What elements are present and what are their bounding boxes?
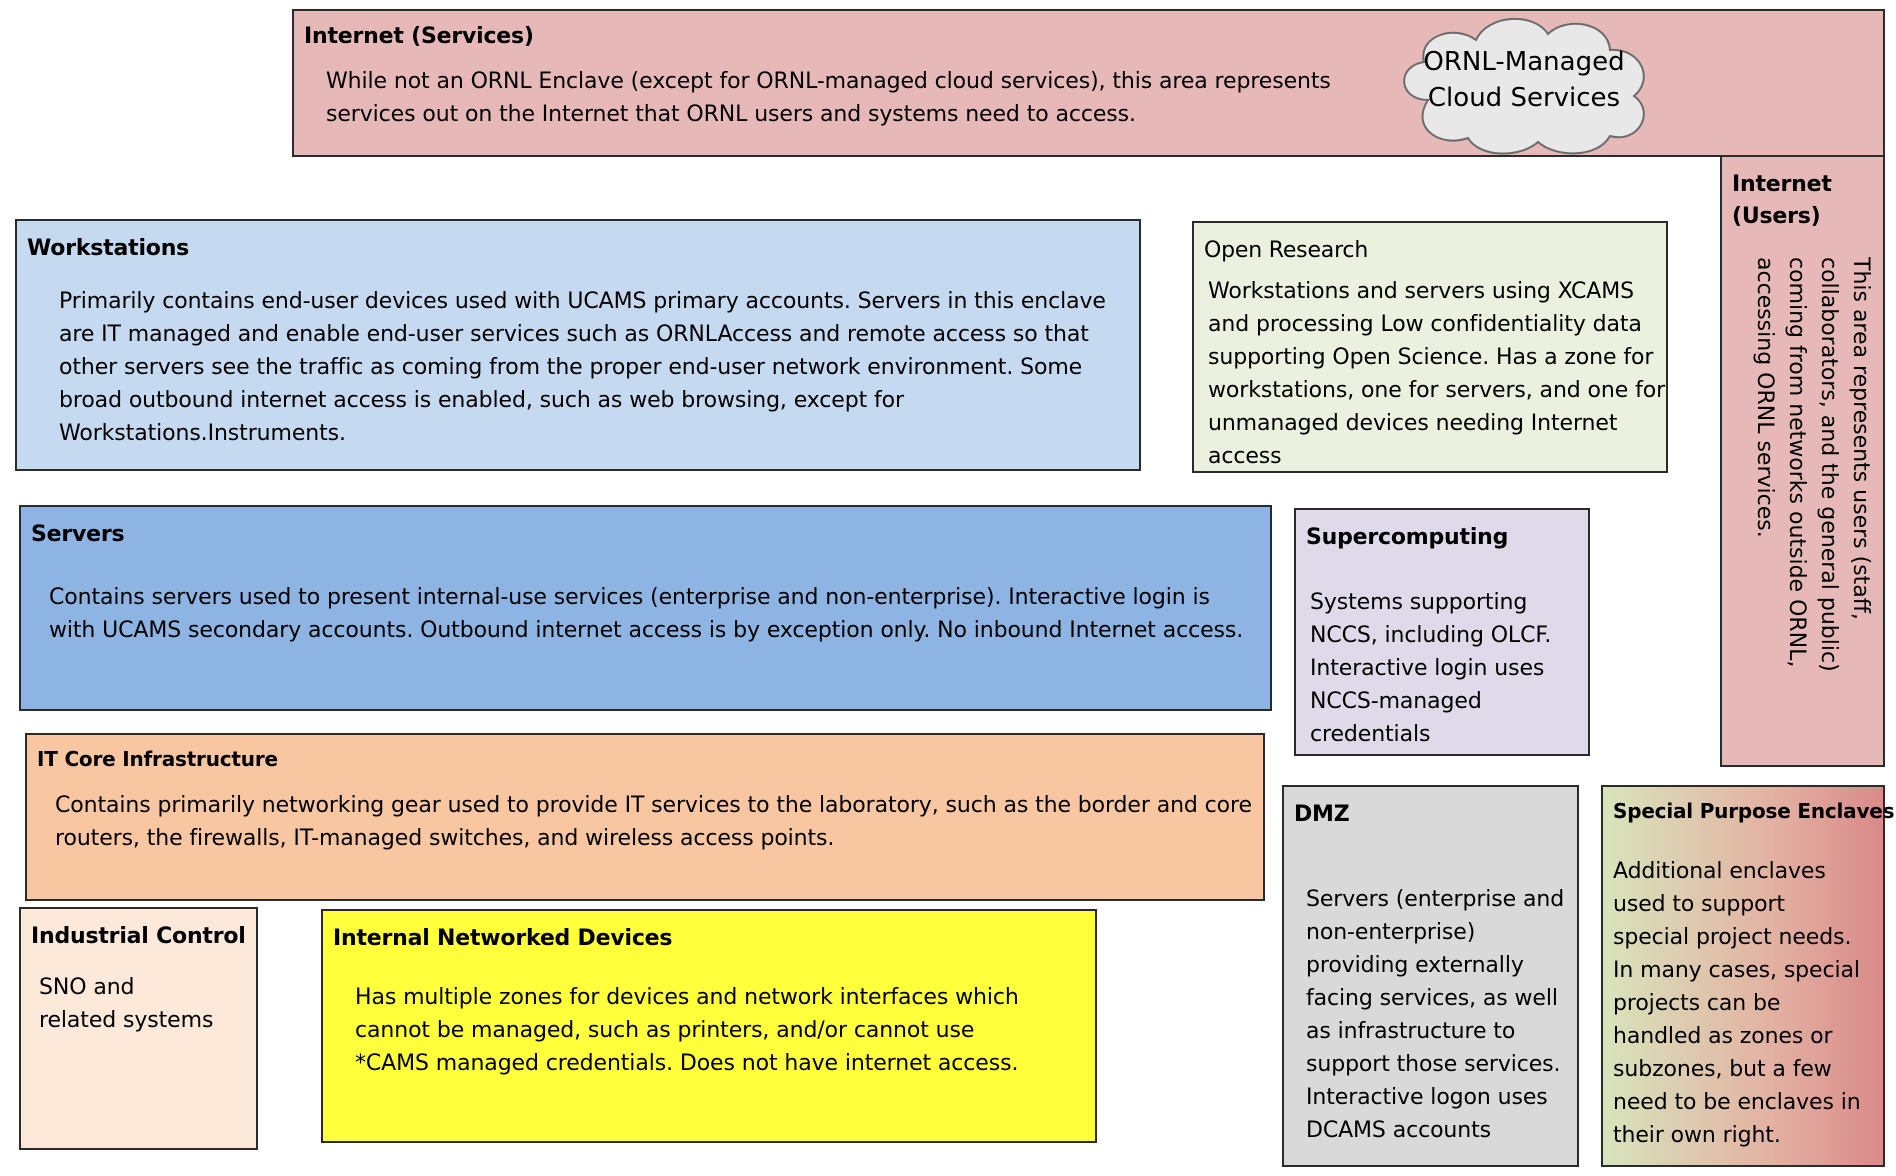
servers-description: Contains servers used to present internal-use services (enterprise and non-enterprise). Interactive login is with UCAMS secondary accounts. Outbound internet access is by exception only. No inbound Internet access. [49, 585, 1244, 643]
it-core-title: IT Core Infrastructure [37, 747, 278, 771]
dmz-title: DMZ [1294, 802, 1350, 827]
internal-networked-devices-enclave [321, 909, 1097, 1143]
workstations-enclave [15, 219, 1141, 471]
supercomputing-description: Systems supporting NCCS, including OLCF. Interactive login uses NCCS-managed credentials [1310, 590, 1552, 747]
servers-enclave [19, 505, 1272, 711]
dmz-enclave [1282, 785, 1579, 1167]
supercomputing-title: Supercomputing [1306, 525, 1509, 550]
industrial-control-title: Industrial Control [31, 924, 246, 949]
open-research-title: Open Research [1204, 238, 1369, 263]
internet-services-description: While not an ORNL Enclave (except for ORNL-managed cloud services), this area represents services out on the Internet that ORNL users and systems need to access. [326, 69, 1331, 127]
internet-users-title: Internet (Users) [1732, 172, 1832, 229]
industrial-control-description: SNO and related systems [39, 975, 214, 1033]
it-core-description: Contains primarily networking gear used to provide IT services to the laboratory, such as the border and core routers, the firewalls, IT-managed switches, and wireless access points. [55, 793, 1252, 851]
supercomputing-enclave [1294, 508, 1590, 756]
special-purpose-description: Additional enclaves used to support special project needs. In many cases, special projects can be handled as zones or subzones, but a few need to be enclaves in their own right. [1613, 859, 1861, 1148]
servers-title: Servers [31, 522, 125, 547]
workstations-title: Workstations [27, 236, 190, 261]
dmz-description: Servers (enterprise and non-enterprise) providing externally facing services, as well as infrastructure to support those services. Interactive logon uses DCAMS accounts [1306, 887, 1565, 1143]
open-research-enclave [1192, 221, 1668, 473]
internal-networked-devices-title: Internal Networked Devices [333, 926, 673, 951]
industrial-control-enclave [19, 907, 258, 1150]
special-purpose-enclaves [1601, 785, 1895, 1167]
internet-services-title: Internet (Services) [304, 24, 534, 49]
cloud-services-label: ORNL-Managed Cloud Services [1423, 47, 1625, 113]
open-research-description: Workstations and servers using XCAMS and processing Low confidentiality data supporting Open Science. Has a zone for workstations, one for servers, and one for unmanaged devices needing Internet access [1208, 279, 1666, 469]
it-core-infrastructure-enclave [25, 733, 1265, 901]
internal-networked-devices-description: Has multiple zones for devices and network interfaces which cannot be managed, such as printers, and/or cannot use *CAMS managed credentials. Does not have internet access. [355, 985, 1019, 1076]
internet-users-description: This area represents users (staff, collaborators, and the general public) coming from networks outside ORNL, accessing ORNL services. [1752, 257, 1873, 672]
workstations-description: Primarily contains end-user devices used with UCAMS primary accounts. Servers in this enclave are IT managed and enable end-user services such as ORNLAccess and remote access so that other servers see the traffic as coming from the proper end-user network environment. Some broad outbound internet access is enabled, such as web browsing, except for Workstations.Instruments. [59, 289, 1106, 446]
internet-users-enclave [1720, 157, 1885, 767]
special-purpose-title: Special Purpose Enclaves [1613, 799, 1895, 823]
